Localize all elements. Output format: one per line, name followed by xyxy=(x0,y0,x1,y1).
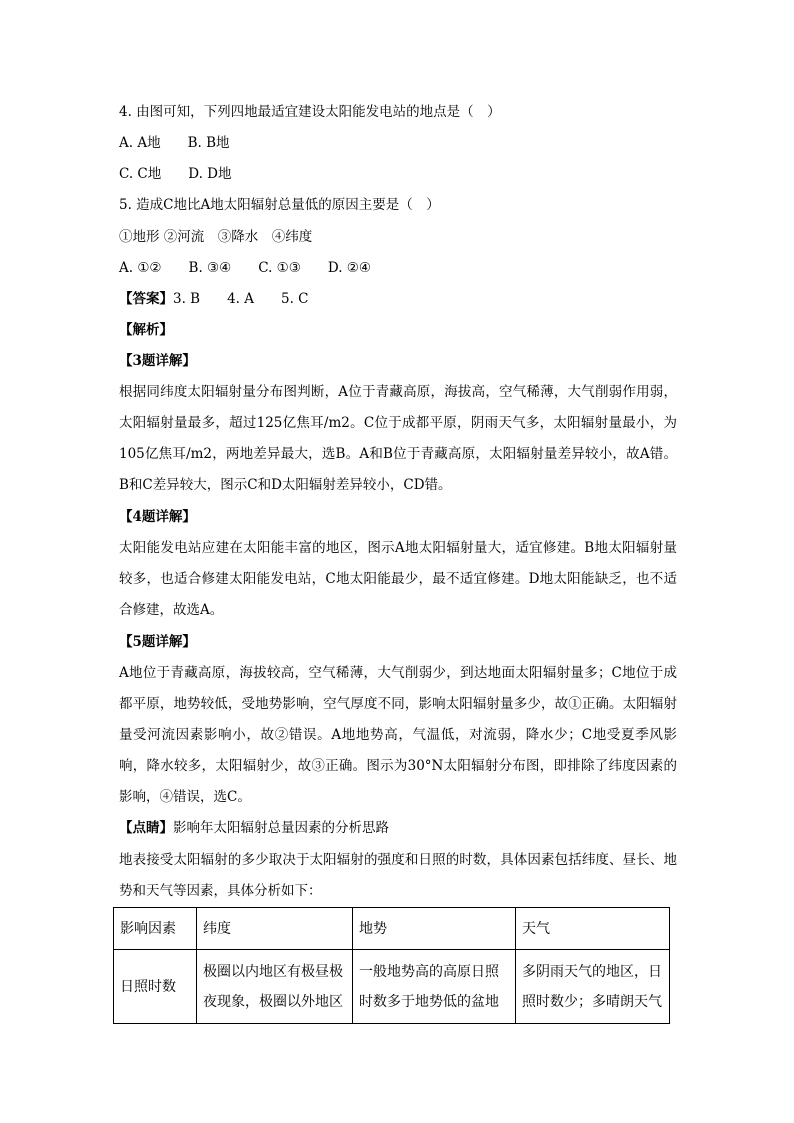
table-cell: 一般地势高的高原日照时数多于地势低的盆地 xyxy=(353,950,516,1024)
dianjing-body: 地表接受太阳辐射的多少取决于太阳辐射的强度和日照的时数，具体因素包括纬度、昼长、地势和天气等因素，具体分析如下： xyxy=(119,852,677,899)
analysis-label: 【解析】 xyxy=(119,322,173,338)
table-header-row xyxy=(114,908,670,950)
table-row-label: 日照时数 xyxy=(114,950,197,1024)
table-header-cell: 纬度 xyxy=(197,908,353,950)
question-5-options: A. ①② B. ③④ C. ①③ D. ②④ xyxy=(119,260,372,276)
answer-line xyxy=(119,289,309,309)
table-cell: 极圈以内地区有极昼极夜现象，极圈以外地区 xyxy=(197,950,353,1024)
detail-3-body: 根据同纬度太阳辐射量分布图判断，A位于青藏高原，海拔高，空气稀薄，大气削弱作用弱，太阳辐射量最多，超过125亿焦耳/m2。C位于成都平原，阴雨天气多，太阳辐射量最小，为105亿焦耳/m2，两地差异最大，选B。A和B位于青藏高原，太阳辐射量差异较小，故A错。B和C差异较大，图示C和D太阳辐射差异较小，CD错。 xyxy=(119,384,677,493)
detail-5-body: A地位于青藏高原，海拔较高，空气稀薄，大气削弱少，到达地面太阳辐射量多；C地位于成都平原，地势较低，受地势影响，空气厚度不同，影响太阳辐射量多少，故①正确。太阳辐射量受河流因素影响小，故②错误。A地地势高，气温低，对流弱，降水少；C地受夏季风影响，降水较多，太阳辐射少，故③正确。图示为30°N太阳辐射分布图，即排除了纬度因素的影响，④错误，选C。 xyxy=(119,665,677,805)
question-4-stem: 4. 由图可知，下列四地最适宜建设太阳能发电站的地点是（ ） xyxy=(119,104,501,120)
detail-4-heading: 【4题详解】 xyxy=(119,509,196,525)
question-4-options-row-2: C. C地 D. D地 xyxy=(119,166,232,182)
question-4-options-row-1: A. A地 B. B地 xyxy=(119,135,230,151)
answer-label: 【答案】 xyxy=(119,291,173,307)
answer-text: 3. B 4. A 5. C xyxy=(173,291,309,307)
table-header-cell: 天气 xyxy=(516,908,670,950)
dianjing-title: 影响年太阳辐射总量因素的分析思路 xyxy=(173,820,389,836)
detail-3-heading: 【3题详解】 xyxy=(119,353,196,369)
table-row xyxy=(114,950,670,1024)
dianjing-label: 【点睛】 xyxy=(119,820,173,836)
detail-4-body: 太阳能发电站应建在太阳能丰富的地区，图示A地太阳辐射量大，适宜修建。B地太阳辐射量较多，也适合修建太阳能发电站，C地太阳能最少，最不适宜修建。D地太阳能缺乏，也不适合修建，故选A。 xyxy=(119,540,677,618)
table-header-cell: 地势 xyxy=(353,908,516,950)
question-5-stem: 5. 造成C地比A地太阳辐射总量低的原因主要是（ ） xyxy=(119,197,440,213)
detail-5-heading: 【5题详解】 xyxy=(119,634,196,650)
table-header-cell: 影响因素 xyxy=(114,908,197,950)
table-cell: 多阴雨天气的地区，日照时数少；多晴朗天气 xyxy=(516,950,670,1024)
factor-table xyxy=(113,907,670,1024)
question-5-factors: ①地形 ②河流 ③降水 ④纬度 xyxy=(119,229,313,245)
dianjing-line xyxy=(119,818,389,838)
